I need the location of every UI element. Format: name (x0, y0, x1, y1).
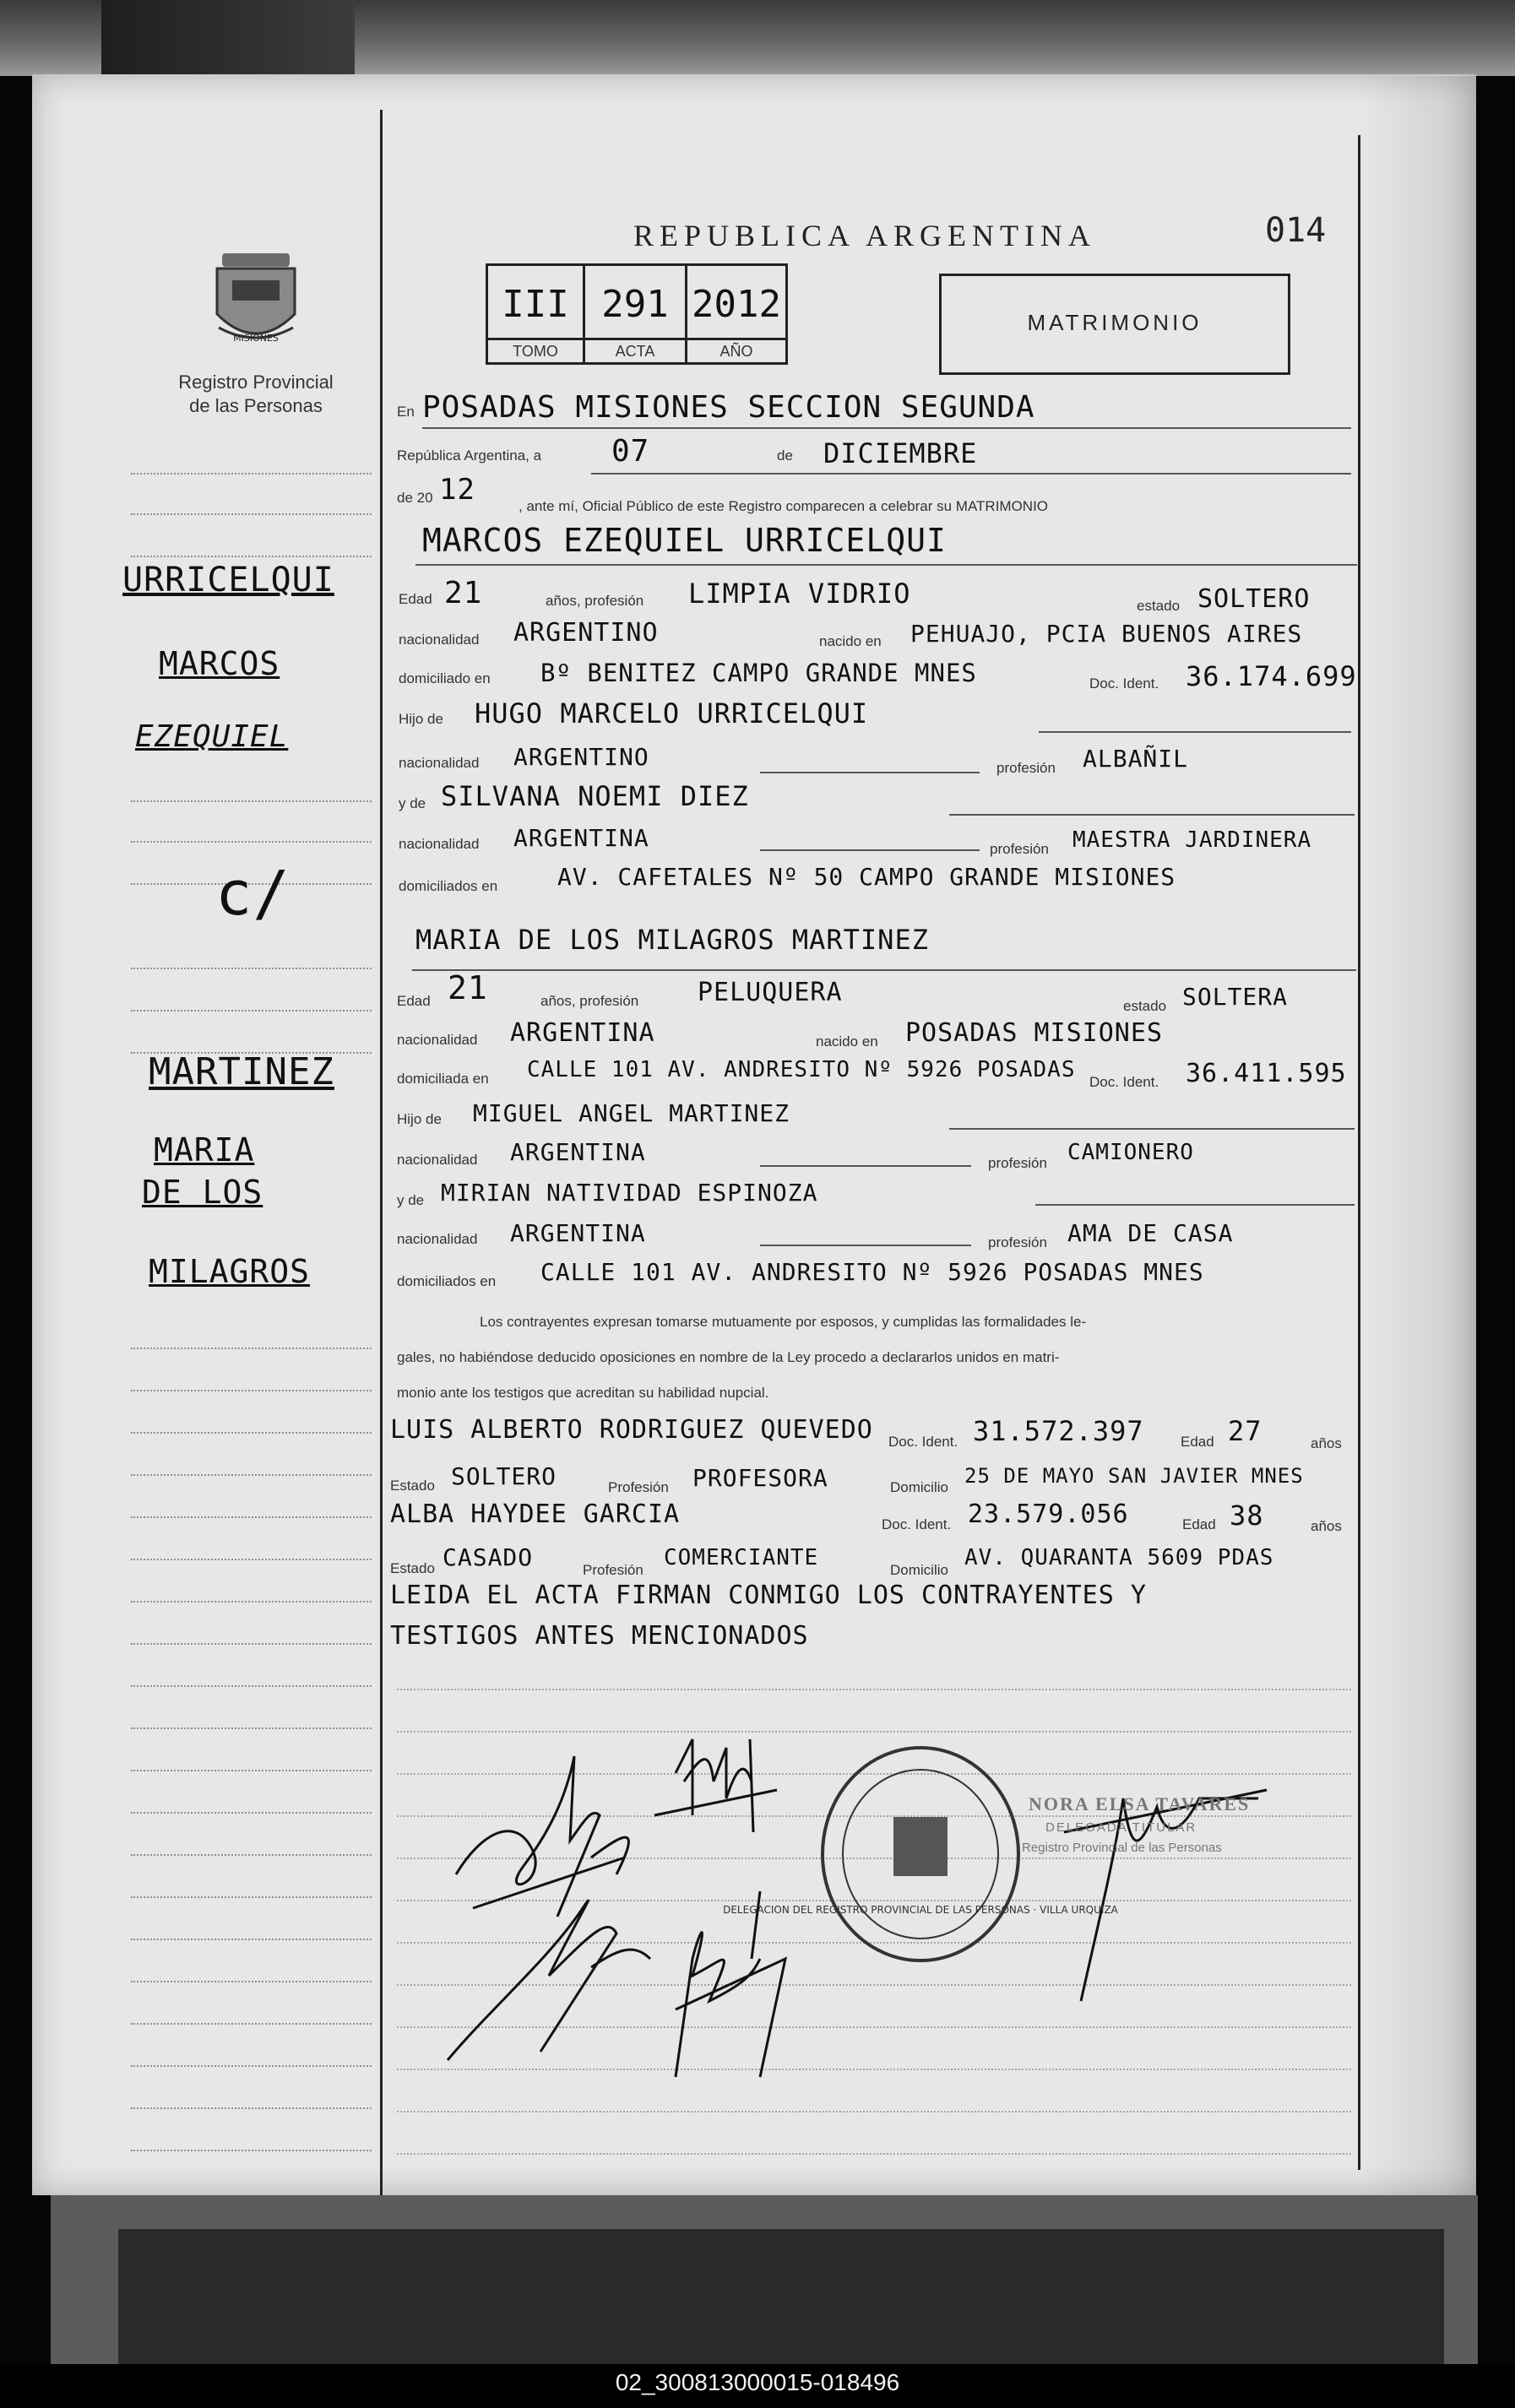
groom-estado-label: estado (1137, 598, 1181, 614)
witness1-civil-status: SOLTERO (451, 1462, 557, 1490)
right-border (1358, 135, 1360, 2170)
witness1-estado-label: Estado (390, 1478, 435, 1494)
witness2-name: ALBA HAYDEE GARCIA (390, 1500, 681, 1529)
groom-domiciliado-label: domiciliado en (399, 670, 491, 686)
groom-father-nationality: ARGENTINO (513, 743, 649, 771)
sidebar-line (131, 1559, 372, 1560)
bride-father-profession: CAMIONERO (1067, 1140, 1194, 1165)
witness1-domicilio-label: Domicilio (890, 1479, 948, 1495)
groom-full-name: MARCOS EZEQUIEL URRICELQUI (422, 522, 947, 559)
anio-cell (687, 266, 785, 362)
sidebar-line (131, 1685, 372, 1687)
registry-seal-text: MISIONES (233, 333, 279, 344)
field-underline (591, 473, 1351, 475)
groom-anos-label: años, profesión (546, 593, 644, 609)
sidebar-line (131, 1010, 372, 1011)
acta-value: 291 (601, 283, 669, 326)
bride-full-name: MARIA DE LOS MILAGROS MARTINEZ (415, 924, 929, 956)
year-suffix: 12 (439, 473, 475, 507)
place-value: POSADAS MISIONES SECCION SEGUNDA (422, 390, 1035, 425)
groom-nationality: ARGENTINO (513, 618, 659, 648)
signatures-area (422, 1706, 1317, 2111)
tomo-value: III (502, 283, 569, 326)
groom-signature (456, 1756, 628, 1917)
sidebar-line (131, 1854, 372, 1856)
bride-edad-label: Edad (397, 993, 431, 1009)
page-number: 014 (1265, 211, 1327, 250)
sidebar-line (131, 1981, 372, 1982)
official-title: DELEGADA TITULAR (1045, 1820, 1197, 1835)
groom-domiciliados-label: domiciliados en (399, 878, 498, 894)
registry-name-line1: Registro Provincial (178, 372, 334, 393)
page-shadow (1360, 76, 1478, 2195)
bride-domiciliada-label: domiciliada en (397, 1071, 489, 1087)
groom-nacionalidad-label: nacionalidad (399, 632, 480, 648)
sidebar-connector: c/ (215, 858, 291, 929)
sidebar-bride-name3: MILAGROS (149, 1253, 311, 1290)
section-rule (415, 564, 1357, 566)
field-underline (760, 1165, 971, 1167)
sidebar-line (131, 968, 372, 969)
sidebar-line (131, 800, 372, 802)
groom-civil-status: SOLTERO (1197, 584, 1311, 614)
declaration-line1: Los contrayentes expresan tomarse mutuamente por esposos, y cumplidas las formalidades le- (480, 1314, 1087, 1330)
sidebar-line (131, 1432, 372, 1434)
tomo-cell (488, 266, 585, 362)
witness1-address: 25 DE MAYO SAN JAVIER MNES (964, 1464, 1304, 1488)
registry-name-line2: de las Personas (189, 395, 323, 416)
witness1-signature (448, 1901, 650, 2060)
field-underline (760, 849, 980, 851)
de-label: de (777, 447, 793, 464)
bride-address: CALLE 101 AV. ANDRESITO Nº 5926 POSADAS (527, 1057, 1076, 1082)
bride-mother-name: MIRIAN NATIVIDAD ESPINOZA (441, 1179, 818, 1207)
stamp-text: DELEGACION DEL REGISTRO PROVINCIAL DE LAS PERSONAS · VILLA URQUIZA (723, 1904, 1118, 1916)
sidebar-line (131, 841, 372, 843)
document-code: 02_300813000015-018496 (615, 2369, 900, 2395)
witness1-name: LUIS ALBERTO RODRIGUEZ QUEVEDO (390, 1415, 873, 1445)
field-underline (422, 427, 1351, 429)
record-type-box (939, 274, 1290, 375)
bride-anos-label: años, profesión (540, 993, 639, 1009)
sidebar-bride-name2: DE LOS (142, 1174, 263, 1211)
witness2-age: 38 (1230, 1500, 1264, 1532)
sidebar-line (131, 2107, 372, 2109)
groom-father-profesion-label: profesión (996, 760, 1056, 776)
republica-label: República Argentina, a (397, 447, 542, 464)
closing-line1: LEIDA EL ACTA FIRMAN CONMIGO LOS CONTRAYENTES Y (390, 1581, 1147, 1610)
groom-age: 21 (444, 576, 483, 610)
sidebar-bride-name1: MARIA (154, 1131, 255, 1169)
country-title: REPUBLICA ARGENTINA (633, 219, 1097, 252)
sidebar-line (131, 2065, 372, 2067)
field-underline (760, 772, 980, 773)
sidebar-line (131, 1727, 372, 1729)
bride-nacionalidad-label: nacionalidad (397, 1032, 478, 1048)
sidebar-bride-surname: MARTINEZ (149, 1050, 334, 1093)
bride-yde-label: y de (397, 1192, 425, 1208)
bride-father-nacionalidad-label: nacionalidad (397, 1152, 478, 1168)
witness1-profession: PROFESORA (692, 1464, 828, 1492)
witness2-civil-status: CASADO (443, 1543, 534, 1571)
sidebar-line (131, 1348, 372, 1349)
groom-mother-profesion-label: profesión (990, 841, 1049, 857)
groom-father-name: HUGO MARCELO URRICELQUI (475, 697, 869, 729)
groom-mother-nacionalidad-label: nacionalidad (399, 836, 480, 852)
registry-shield-logo (207, 247, 305, 356)
bride-nacido-label: nacido en (816, 1033, 878, 1049)
bride-nationality: ARGENTINA (510, 1018, 655, 1048)
witness2-address: AV. QUARANTA 5609 PDAS (964, 1545, 1274, 1570)
field-underline (949, 814, 1355, 816)
sidebar-line (131, 1516, 372, 1518)
witness1-doc-number: 31.572.397 (973, 1415, 1144, 1447)
month-value: DICIEMBRE (823, 437, 978, 469)
statement-text: , ante mí, Oficial Público de este Registro comparecen a celebrar su MATRIMONIO (519, 498, 1049, 514)
groom-parents-address: AV. CAFETALES Nº 50 CAMPO GRANDE MISIONES (557, 863, 1176, 891)
bride-birthplace: POSADAS MISIONES (905, 1018, 1163, 1048)
declaration-line3: monio ante los testigos que acreditan su habilidad nupcial. (397, 1385, 769, 1401)
witness2-domicilio-label: Domicilio (890, 1562, 948, 1578)
witness2-estado-label: Estado (390, 1560, 435, 1576)
bride-father-nationality: ARGENTINA (510, 1138, 646, 1166)
bride-parents-address: CALLE 101 AV. ANDRESITO Nº 5926 POSADAS MNES (540, 1258, 1204, 1286)
witness2-profesion-label: Profesión (583, 1562, 643, 1578)
sidebar-line (131, 1474, 372, 1476)
witness2-profession: COMERCIANTE (664, 1545, 819, 1570)
groom-hijo-label: Hijo de (399, 711, 443, 727)
sidebar-line (131, 1896, 372, 1898)
de20-label: de 20 (397, 490, 433, 506)
bride-profession: PELUQUERA (698, 978, 843, 1007)
declaration-line2: gales, no habiéndose deducido oposiciones en nombre de la Ley procedo a declararlos unidos en matri- (397, 1349, 1060, 1365)
section-rule (412, 969, 1356, 971)
groom-yde-label: y de (399, 795, 426, 811)
bride-mother-profesion-label: profesión (988, 1234, 1047, 1250)
groom-doc-number: 36.174.699 (1186, 660, 1357, 692)
groom-edad-label: Edad (399, 591, 432, 607)
bride-doc-number: 36.411.595 (1186, 1059, 1347, 1088)
groom-address: Bº BENITEZ CAMPO GRANDE MNES (540, 659, 977, 687)
sidebar-line (131, 473, 372, 475)
groom-profession: LIMPIA VIDRIO (688, 578, 911, 610)
field-underline (760, 1245, 971, 1246)
field-underline (949, 1128, 1355, 1130)
sidebar-line (131, 1939, 372, 1940)
sidebar-line (131, 1812, 372, 1814)
bride-father-name: MIGUEL ANGEL MARTINEZ (473, 1099, 790, 1127)
witness2-doc-number: 23.579.056 (968, 1500, 1129, 1529)
bride-hijo-label: Hijo de (397, 1111, 442, 1127)
sidebar-line (131, 1601, 372, 1603)
bride-estado-label: estado (1123, 998, 1167, 1014)
groom-mother-nationality: ARGENTINA (513, 824, 649, 852)
tomo-acta-anio-box (486, 263, 788, 365)
groom-nacido-label: nacido en (819, 633, 882, 649)
groom-father-nacionalidad-label: nacionalidad (399, 755, 480, 771)
day-value: 07 (611, 434, 650, 469)
official-office: Registro Provincial de las Personas (1022, 1841, 1222, 1855)
field-underline (1035, 1204, 1355, 1206)
sidebar-line (131, 1390, 372, 1391)
witness1-profesion-label: Profesión (608, 1479, 669, 1495)
acta-cell (585, 266, 687, 362)
sidebar-line (131, 1643, 372, 1645)
witness2-doc-label: Doc. Ident. (882, 1516, 952, 1532)
tomo-label: TOMO (488, 338, 583, 362)
sidebar-groom-surname: URRICELQUI (122, 561, 334, 599)
bride-age: 21 (448, 969, 488, 1006)
bride-domiciliados-label: domiciliados en (397, 1273, 497, 1289)
blank-line (397, 2111, 1351, 2112)
witness1-doc-label: Doc. Ident. (888, 1434, 958, 1450)
photo-background-shadow (118, 2229, 1444, 2364)
witness1-edad-label: Edad (1181, 1434, 1214, 1450)
bride-doc-label: Doc. Ident. (1089, 1074, 1159, 1090)
sidebar-line (131, 2150, 372, 2151)
anio-label: AÑO (687, 338, 785, 362)
bride-mother-nationality: ARGENTINA (510, 1219, 646, 1247)
record-type: MATRIMONIO (1027, 310, 1203, 335)
acta-label: ACTA (585, 338, 685, 362)
sidebar-line (131, 556, 372, 557)
official-name: NORA ELSA TAVARES (1029, 1793, 1251, 1814)
witness2-signature (676, 1891, 785, 2077)
closing-line2: TESTIGOS ANTES MENCIONADOS (390, 1621, 809, 1651)
sidebar-line (131, 513, 372, 515)
bride-mother-nacionalidad-label: nacionalidad (397, 1231, 478, 1247)
column-divider (380, 110, 383, 2195)
bride-civil-status: SOLTERA (1182, 983, 1289, 1011)
witness2-anos-label: años (1311, 1518, 1342, 1534)
blank-line (397, 1689, 1351, 1690)
anio-value: 2012 (692, 283, 781, 326)
sidebar-groom-name1: MARCOS (159, 645, 280, 682)
bride-father-profesion-label: profesión (988, 1155, 1047, 1171)
bride-mother-profession: AMA DE CASA (1067, 1219, 1234, 1247)
bride-signature (654, 1739, 777, 1832)
field-underline (1039, 731, 1351, 733)
sidebar-line (131, 1770, 372, 1771)
blank-line (397, 2153, 1351, 2155)
photo-background-top (0, 0, 1515, 76)
en-label: En (397, 404, 415, 420)
groom-mother-profession: MAESTRA JARDINERA (1072, 827, 1312, 853)
groom-doc-label: Doc. Ident. (1089, 675, 1159, 691)
witness2-edad-label: Edad (1182, 1516, 1216, 1532)
sidebar-line (131, 2023, 372, 2025)
groom-mother-name: SILVANA NOEMI DIEZ (441, 780, 749, 812)
groom-birthplace: PEHUAJO, PCIA BUENOS AIRES (910, 620, 1303, 648)
groom-father-profession: ALBAÑIL (1083, 745, 1189, 773)
sidebar-groom-name2: EZEQUIEL (135, 719, 289, 754)
witness1-anos-label: años (1311, 1435, 1342, 1451)
witness1-age: 27 (1228, 1415, 1262, 1447)
